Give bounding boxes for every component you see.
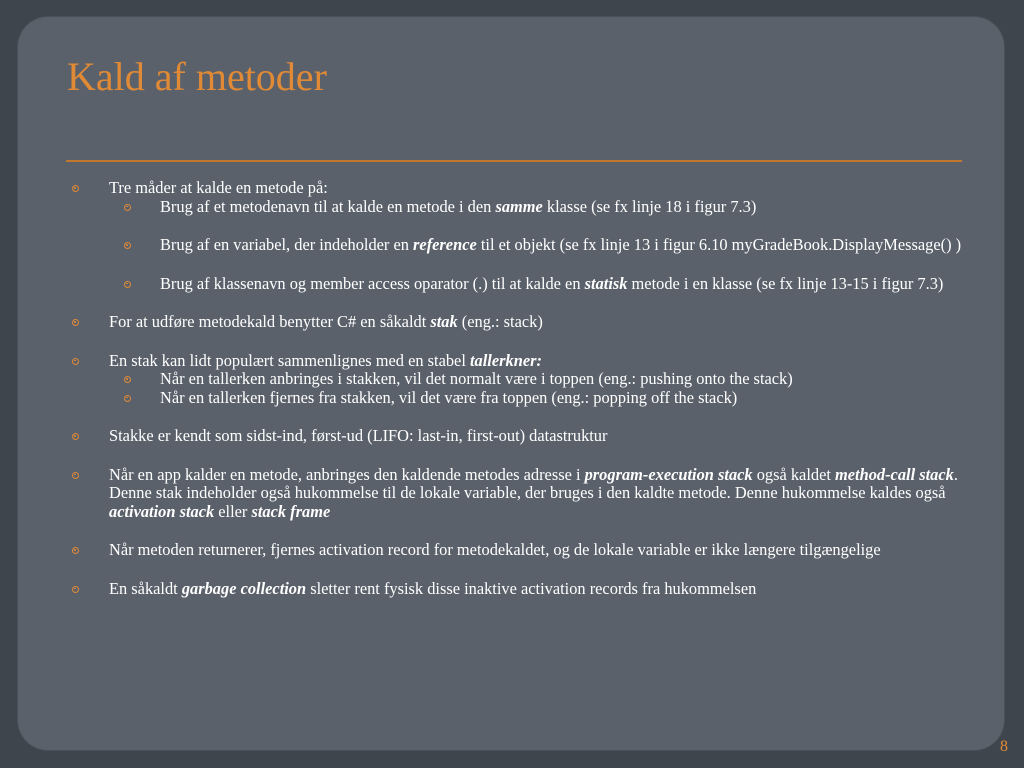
circle-bullet-icon (72, 319, 79, 326)
bullet-item (72, 541, 977, 560)
circle-bullet-icon (124, 204, 131, 211)
bullet-text: Brug af et metodenavn til at kalde en metode i den samme klasse (se fx linje 18 i figur 7.3) (160, 196, 757, 216)
bullet-text: For at udføre metodekald benytter C# en såkaldt stak (eng.: stack) (109, 312, 543, 331)
circle-bullet-icon (72, 358, 79, 365)
emphasis: program-execution stack (584, 464, 753, 484)
bullet-text: Brug af en variabel, der indeholder en reference til et objekt (se fx linje 13 i figur 6.10 myGradeBook.DisplayMessage() ) (160, 235, 962, 254)
circle-bullet-icon (124, 242, 131, 249)
circle-bullet-icon (72, 433, 79, 440)
emphasis: stak (430, 312, 458, 331)
bullet-item (72, 179, 977, 198)
emphasis: statisk (584, 273, 628, 293)
bullet-item (72, 580, 977, 599)
sub-bullet-item (72, 370, 977, 389)
bullet-item (72, 427, 977, 446)
circle-bullet-icon (72, 547, 79, 554)
bullet-text: Når metoden returnerer, fjernes activation record for metodekaldet, og de lokale variable er ikke længere tilgængelige (109, 540, 881, 559)
sub-bullet-item (72, 236, 977, 255)
circle-bullet-icon (72, 586, 79, 593)
emphasis: samme (495, 196, 543, 216)
bullet-text: En såkaldt garbage collection sletter rent fysisk disse inaktive activation records fra hukommelsen (109, 578, 757, 598)
bullet-item (72, 352, 977, 371)
emphasis: activation stack (109, 501, 215, 521)
bullet-item (72, 313, 977, 332)
title-underline (66, 160, 962, 162)
bullet-text: Når en app kalder en metode, anbringes den kaldende metodes adresse i program-execution stack også kaldet method-call stack. Denne stak indeholder også hukommelse til de lokale variable, der bruges i den kaldte metode. Denne hukommelse kaldes også activation stack eller stack frame (109, 464, 958, 521)
circle-bullet-icon (72, 185, 79, 192)
emphasis: reference (413, 235, 477, 254)
slide-title: Kald af metoder (67, 54, 327, 99)
bullet-text: Når en tallerken fjernes fra stakken, vil det være fra toppen (eng.: popping off the stack) (160, 387, 738, 407)
bullet-text: Tre måder at kalde en metode på: (109, 178, 328, 197)
page-number: 8 (1000, 738, 1008, 755)
circle-bullet-icon (124, 376, 131, 383)
bullet-text: Brug af klassenavn og member access oparator (.) til at kalde en statisk metode i en klasse (se fx linje 13-15 i figur 7.3) (160, 273, 944, 293)
emphasis: tallerkner: (470, 350, 542, 370)
sub-bullet-item (72, 198, 977, 217)
emphasis: garbage collection (181, 578, 307, 598)
bullet-text: Når en tallerken anbringes i stakken, vil det normalt være i toppen (eng.: pushing onto the stack) (160, 369, 793, 388)
circle-bullet-icon (72, 472, 79, 479)
bullet-item (72, 466, 977, 522)
emphasis: stack frame (251, 501, 331, 521)
circle-bullet-icon (124, 281, 131, 288)
emphasis: method-call stack (835, 464, 954, 484)
bullet-text: En stak kan lidt populært sammenlignes med en stabel tallerkner: (109, 350, 542, 370)
circle-bullet-icon (124, 395, 131, 402)
bullet-text: Stakke er kendt som sidst-ind, først-ud (LIFO: last-in, first-out) datastruktur (109, 426, 608, 445)
sub-bullet-item (72, 275, 977, 294)
sub-bullet-item (72, 389, 977, 408)
slide-body (72, 179, 977, 598)
